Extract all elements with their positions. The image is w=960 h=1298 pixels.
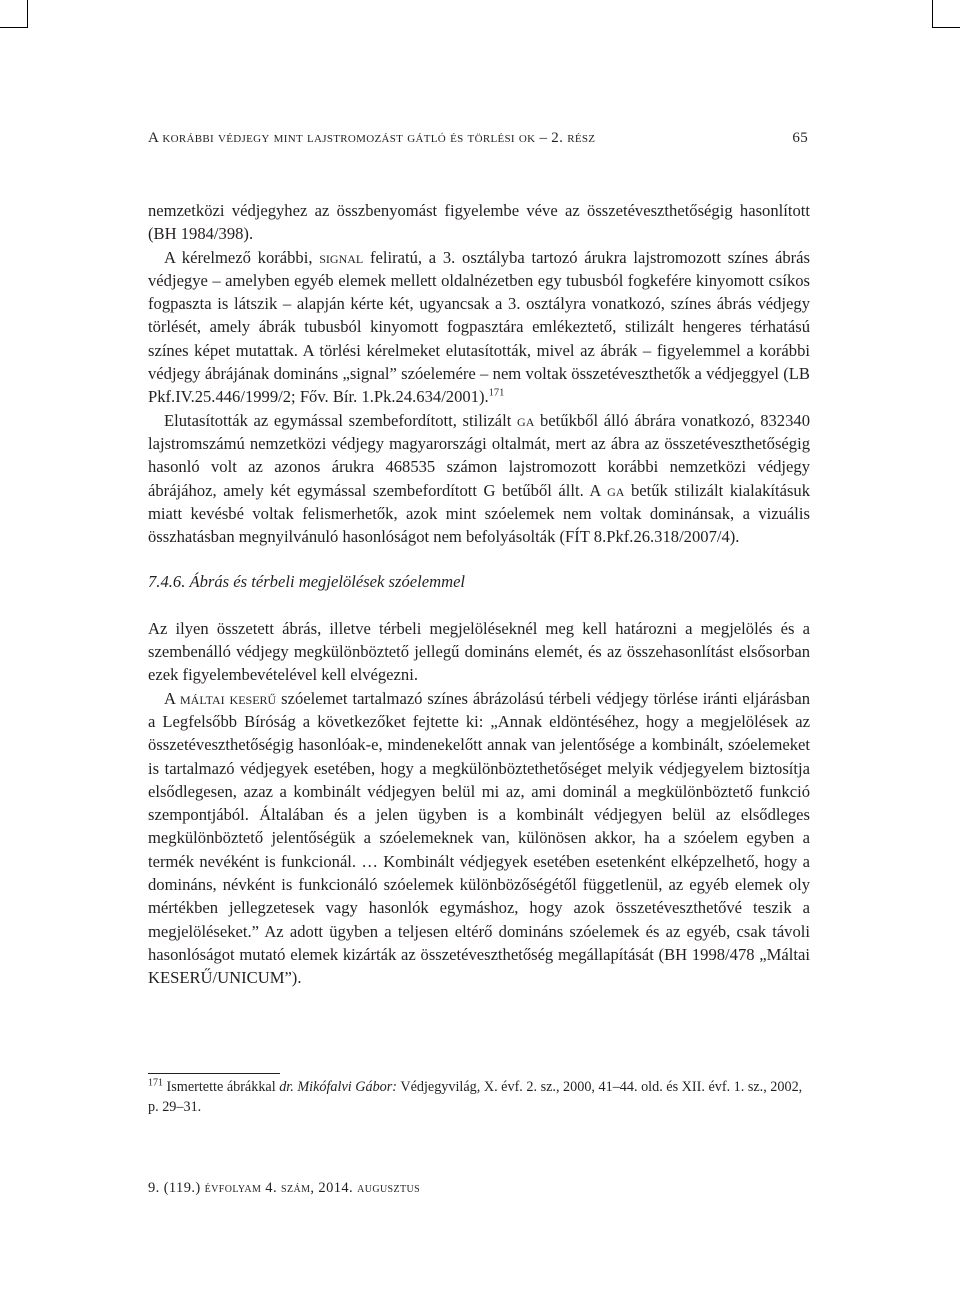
footnote-ref-171[interactable]: 171 [488,387,505,399]
smallcaps-ga-2: ga [607,480,625,500]
page-number: 65 [792,130,808,146]
footnote-author: dr. Mikófalvi Gábor: [279,1079,398,1095]
paragraph-3: Elutasították az egymással szembefordított, stilizált ga betűkből álló ábrára vonatkozó, 832340 lajstromszámú nemzetközi védjegy magyarországi oltalmát, mert az ábra az összetéveszthetőségig hasonló volt az azonos árukra 468535 számon lajstromozott korábbi nemzetközi védjegy ábrájához, amely két egymással szembefordított G betűből állt. A ga betűk stilizált kialakításuk miatt kevésbé voltak felismerhetők, azok mint szóelemek nem voltak dominánsak, a vizuális összhatásban megnyilvánuló hasonlóságot nem befolyásolták (FÍT 8.Pkf.26.318/2007/4). [148,410,810,547]
smallcaps-ga-1: ga [517,410,535,430]
section-title: 7.4.6. Ábrás és térbeli megjelölések szóelemmel [148,572,466,592]
crop-mark-top-left-h [0,27,28,28]
paragraph-5: A máltai keserű szóelemet tartalmazó színes ábrázolású térbeli védjegy törlése iránti eljárásban a Legfelsőbb Bíróság a következőket fejtette ki: „Annak eldöntéséhez, hogy a megjelölések az összetéveszthetőségig hasonlóak-e, mindenekelőtt annak van jelentősége a kombinált, szóelemeket is tartalmazó védjegyek esetében, hogy a megkülönböztethetőséget melyik védjegyelem biztosítja elsődlegesen, azaz a kombinált védjegyen belül mi az, ami dominál a megkülönböztető funkció szempontjából. Általában és a jelen ügyben is a kombinált védjegyen belül az elsődleges megkülönböztető jelentőségük a szóelemeknek van, különösen akkor, ha a szóelem egyben a termék nevéként is funkcionál. … Kombinált védjegyek esetében esetenként elképzelhető, hogy a domináns, névként is funkcionáló szóelemek különbözőségétől függetlenül, az egyéb elemek oly mértékben jellegzetesek vagy hasonlók egymáshoz, hogy azok összetéveszthetővé teszik a megjelöléseket.” Az adott ügyben a teljesen eltérő domináns szóelemek és az egyéb, csak távoli hasonlóságot mutató elemek kizárták az összetéveszthetőség megállapítását (BH 1998/478 „Máltai KESERŰ/UNICUM”). [148,688,810,988]
crop-mark-top-left-v [27,0,28,28]
paragraph-2: A kérelmező korábbi, signal feliratú, a 3. osztályba tartozó árukra lajstromozott színes ábrás védjegye – amelyben egyéb elemek mellett oldalnézetben egy tubusból fogkefére kinyomott csíkos fogpaszta is látszik – alapján kérte két, ugyancsak a 3. osztályra vonatkozó, színes ábrás védjegy törlését, amely ábrák tubusból kinyomott fogpasztára emlékeztető, stilizált hengeres térhatású színes képet mutattak. A törlési kérelmeket elutasították, mivel az ábrák – figyelemmel a korábbi védjegy ábrájának domináns „signal” szóelemére – nem voltak összetéveszthetők a védjeggyel (LB Pkf.IV.25.446/1999/2; Főv. Bír. 1.Pk.24.634/2001).$^{171}$ [148,247,810,407]
crop-mark-top-right-v [932,0,933,28]
running-header [148,130,808,147]
crop-mark-top-right-h [932,27,960,28]
paragraph-1: nemzetközi védjegyhez az összbenyomást figyelembe véve az összetéveszthetőségig hasonlított (BH 1984/398). [148,201,810,244]
running-title: A korábbi védjegy mint lajstromozást gátló és törlési ok – 2. rész [148,130,596,146]
paragraph-4: Az ilyen összetett ábrás, illetve térbeli megjelöléseknél meg kell határozni a megjelölés és a szembenálló védjegy megkülönböztető jellegű domináns elemét, és az összehasonlítást elsősorban ezek figyelembevételével kell elvégezni. [148,618,810,685]
footnote-171: $^{171}$ Ismertette ábrákkal dr. Mikófalvi Gábor: Védjegyvilág, X. évf. 2. sz., 2000, 41–44. old. és XII. évf. 1. sz., 2002, p. 29–31. [148,1077,803,1115]
smallcaps-signal: signal [319,247,364,267]
main-text [148,199,810,990]
smallcaps-maltai-keseru: máltai keserű [180,688,277,708]
footnote-number: 171 [148,1077,163,1089]
footnote-rule [148,1073,280,1074]
issue-footer: 9. (119.) évfolyam 4. szám, 2014. augusztus [148,1180,421,1196]
